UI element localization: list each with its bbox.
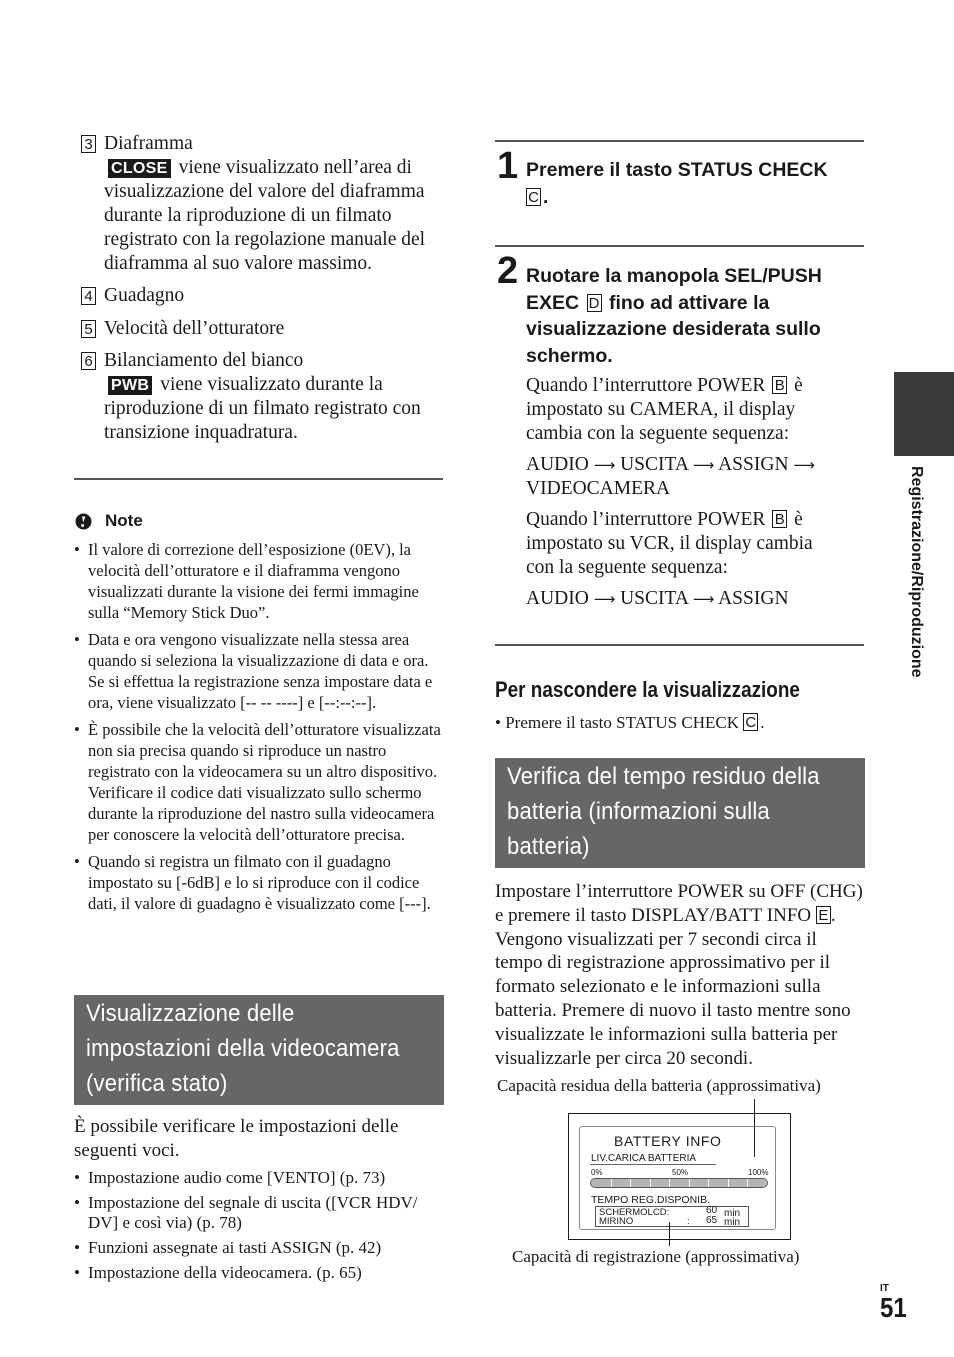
charge-segment-divider (747, 1179, 748, 1187)
side-tab-label: Registrazione/Riproduzione (908, 466, 925, 678)
sequence-camera: AUDIO ⟶ USCITA ⟶ ASSIGN ⟶ VIDEOCAMERA (526, 454, 815, 499)
item-3 (75, 132, 445, 276)
lcd-label: SCHERMOLCD: (599, 1207, 670, 1218)
item-4 (75, 284, 445, 308)
key-b-icon: B (772, 376, 787, 394)
key-d-icon: D (587, 294, 602, 312)
callout-line-top (754, 1099, 755, 1157)
callout-recording-capacity: Capacità di registrazione (approssimativa) (512, 1247, 800, 1266)
battery-paragraph: Impostare l’interruttore POWER su OFF (CHG) e premere il tasto DISPLAY/BATT INFO E . Vengono visualizzati per 7 secondi circa il tempo di registrazione approssimativo per il formato selezionato e le informazioni sulla batteria. Premere di nuovo il tasto mentre sono visualizzate le informazioni sulla batteria per visualizzarle per circa 20 secondi. (495, 881, 863, 1069)
notes-list (74, 539, 444, 920)
divider (74, 478, 443, 480)
item-title: Bilanciamento del bianco (104, 350, 304, 371)
close-badge-icon: CLOSE (108, 159, 171, 178)
pwb-badge-icon: PWB (108, 376, 152, 395)
sequence-vcr: AUDIO ⟶ USCITA ⟶ ASSIGN (526, 588, 789, 609)
settings-list (74, 1168, 446, 1288)
callout-line-bottom (669, 1222, 670, 1246)
step-heading: Premere il tasto STATUS CHECK C . (526, 159, 828, 208)
key-e-icon: E (816, 906, 831, 924)
step-number: 1 (497, 145, 519, 187)
arrow-right-icon: ⟶ (692, 456, 715, 474)
divider (495, 245, 864, 247)
list-item: • Impostazione del segnale di uscita ([VCR HDV/ DV] e così via) (p. 78) (74, 1193, 446, 1233)
list-item: • Quando si registra un filmato con il guadagno impostato su [-6dB] e lo si riproduce con il codice dati, il valore di guadagno è visualizzato come [---]. (74, 851, 444, 914)
charge-level-bar (590, 1178, 768, 1188)
battery-info-screen (579, 1126, 776, 1230)
intro-text: È possibile verificare le impostazioni delle seguenti voci. (74, 1116, 399, 1161)
item-number-3: 3 (81, 135, 96, 153)
step-2-para-2: Quando l’interruttore POWER B è impostato su VCR, il display cambia con la seguente sequenza: (526, 509, 813, 578)
rec-time-box (595, 1206, 749, 1227)
page-number: 51 (880, 1292, 907, 1323)
step-heading: Ruotare la manopola SEL/PUSH EXEC D fino ad attivare la visualizzazione desiderata sullo schermo. (526, 265, 822, 367)
list-item: • È possibile che la velocità dell’otturatore visualizzata non sia precisa quando si riproduce un nastro registrato con la videocamera su un altro dispositivo. Verificare il codice dati visualizzato sullo schermo durante la riproduzione del nastro sulla videocamera per conoscere la velocità dell’otturatore precisa. (74, 719, 444, 845)
lcd-value: 60 (706, 1205, 718, 1216)
viewfinder-value: 65 (706, 1215, 718, 1226)
step-1 (495, 145, 865, 215)
item-5 (75, 317, 445, 341)
charge-segment-divider (630, 1179, 631, 1187)
arrow-right-icon: ⟶ (593, 456, 616, 474)
charge-segment-divider (611, 1179, 612, 1187)
item-title: Diaframma (104, 133, 193, 154)
divider (495, 140, 864, 142)
item-title: Guadagno (104, 285, 185, 306)
charge-level-underline (590, 1164, 716, 1165)
scale-100: 100% (748, 1168, 769, 1177)
item-title: Velocità dell’otturatore (104, 318, 285, 339)
charge-level-label: LIV.CARICA BATTERIA (591, 1153, 697, 1164)
scale-50: 50% (672, 1168, 689, 1177)
list-item: • Funzioni assegnate ai tasti ASSIGN (p. 42) (74, 1238, 446, 1258)
callout-battery-capacity: Capacità residua della batteria (approssimativa) (497, 1076, 821, 1095)
charge-level-segments (591, 1179, 767, 1187)
charge-segment-divider (650, 1179, 651, 1187)
battery-info-figure (568, 1113, 791, 1240)
battery-info-title: BATTERY INFO (614, 1133, 722, 1149)
step-number: 2 (497, 250, 519, 292)
list-item: • Impostazione audio come [VENTO] (p. 73) (74, 1168, 446, 1188)
viewfinder-colon: : (687, 1216, 690, 1227)
item-number-4: 4 (81, 287, 96, 305)
rec-time-label: TEMPO REG.DISPONIB. (591, 1194, 711, 1206)
divider (495, 644, 864, 646)
list-item: • Impostazione della videocamera. (p. 65) (74, 1263, 446, 1283)
step-2-para-1: Quando l’interruttore POWER B è impostato su CAMERA, il display cambia con la seguente sequenza: (526, 375, 803, 444)
key-c-icon: C (743, 713, 758, 731)
viewfinder-label: MIRINO (599, 1216, 634, 1227)
arrow-right-icon: ⟶ (793, 456, 815, 474)
arrow-right-icon: ⟶ (692, 590, 715, 608)
key-b-icon: B (772, 510, 787, 528)
charge-segment-divider (689, 1179, 690, 1187)
hide-display-item: • Premere il tasto STATUS CHECK C . (495, 713, 765, 732)
lcd-unit: min (724, 1208, 741, 1219)
item-desc: PWB viene visualizzato durante la riproduzione di un filmato registrato con transizione inquadratura. (104, 374, 421, 443)
hide-display-title: Per nascondere la visualizzazione (495, 677, 800, 702)
side-tab (894, 372, 954, 456)
item-number-6: 6 (81, 352, 96, 370)
charge-segment-divider (728, 1179, 729, 1187)
section-banner-battery: Verifica del tempo residuo della batteria (informazioni sulla batteria) (495, 758, 865, 868)
language-code: IT (880, 1283, 889, 1294)
charge-segment-divider (669, 1179, 670, 1187)
item-number-5: 5 (81, 320, 96, 338)
key-c-icon: C (526, 188, 541, 206)
list-item: • Il valore di correzione dell’esposizione (0EV), la velocità dell’otturatore e il diaframma vengono visualizzati durante la visione dei fermi immagine sulla “Memory Stick Duo”. (74, 539, 444, 623)
item-desc: CLOSE viene visualizzato nell’area di visualizzazione del valore del diaframma durante la riproduzione di un filmato registrato con la regolazione manuale del diaframma al suo valore massimo. (104, 157, 426, 274)
scale-0: 0% (591, 1168, 603, 1177)
arrow-right-icon: ⟶ (593, 590, 616, 608)
note-icon (75, 513, 92, 530)
item-6 (75, 349, 447, 445)
notes-title: Note (105, 511, 143, 530)
section-banner-status: Visualizzazione delle impostazioni della videocamera (verifica stato) (74, 995, 444, 1105)
viewfinder-unit: min (724, 1217, 741, 1228)
list-item: • Data e ora vengono visualizzate nella stessa area quando si seleziona la visualizzazione di data e ora. Se si effettua la registrazione senza impostare data e ora, viene visualizzato [-- -- ----] e [--:--:--]. (74, 629, 444, 713)
charge-segment-divider (708, 1179, 709, 1187)
